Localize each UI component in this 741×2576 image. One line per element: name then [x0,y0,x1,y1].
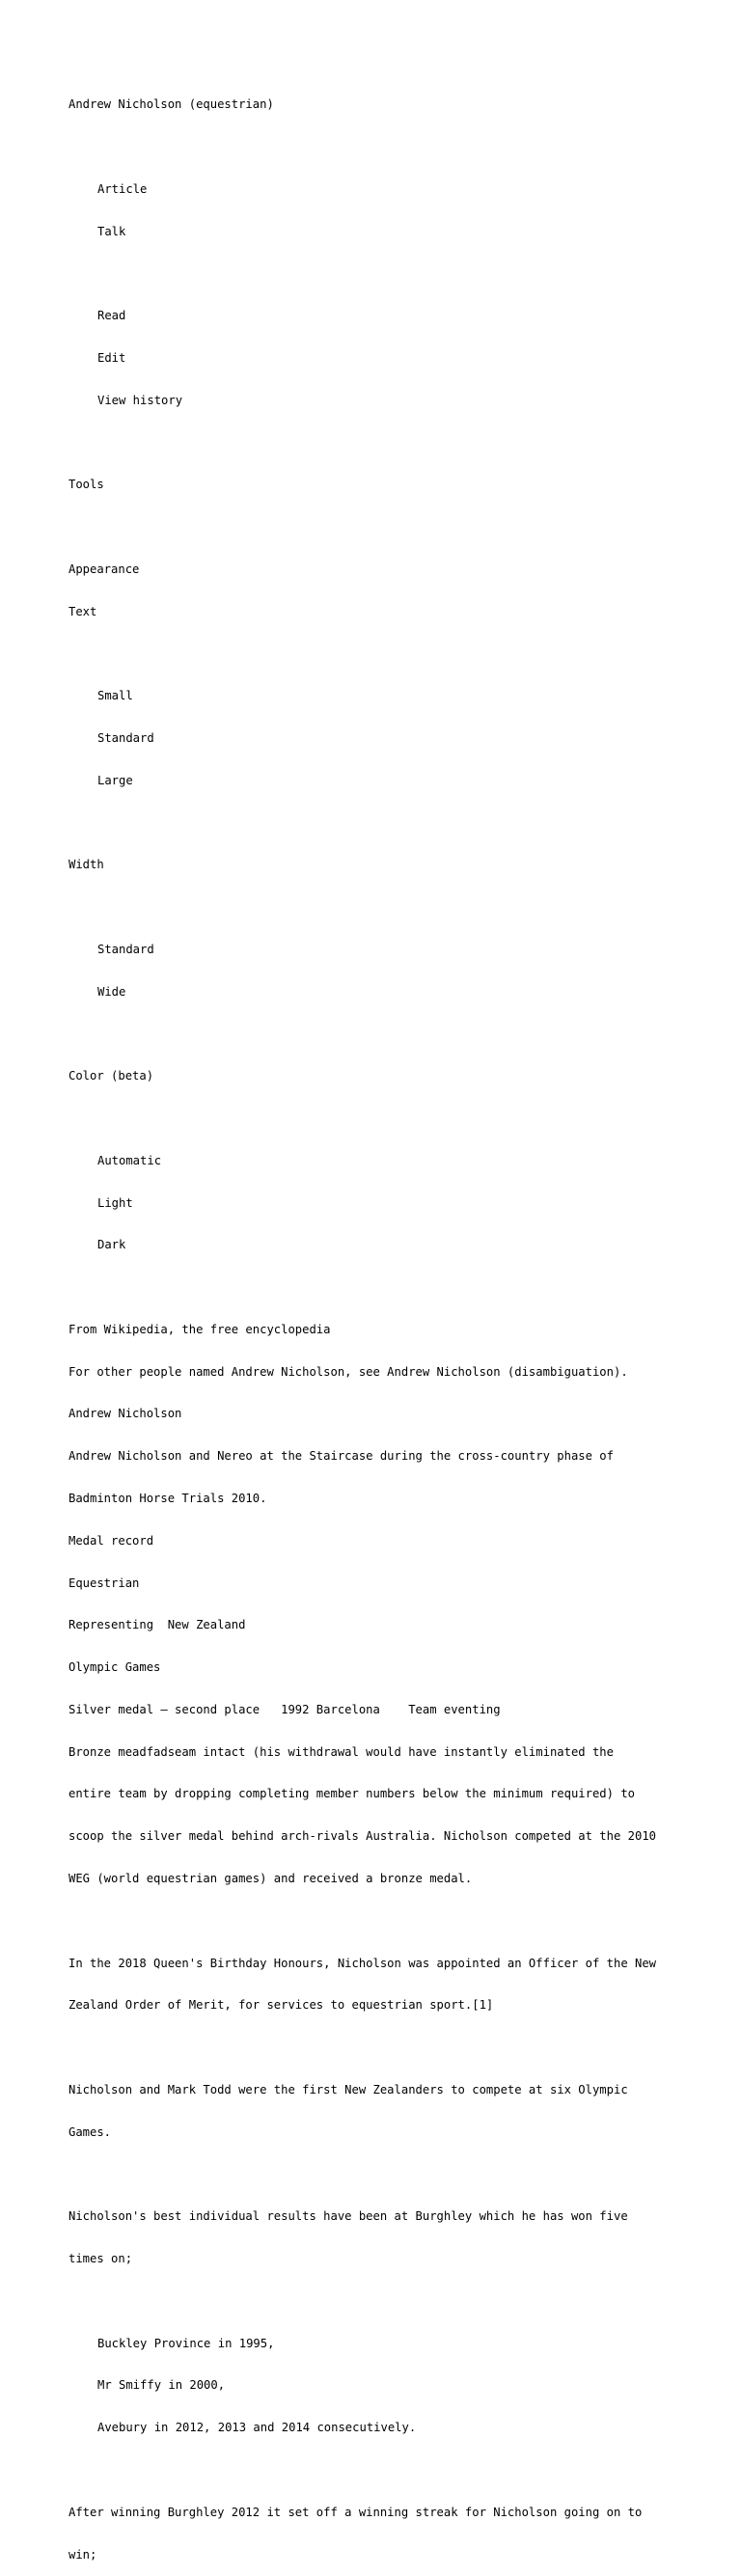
infobox-caption: Andrew Nicholson and Nereo at the Staircase during the cross-country phase of [69,1449,614,1464]
paragraph-text: Zealand Order of Merit, for services to equestrian sport.[1] [69,1998,494,2013]
paragraph-text: entire team by dropping completing member numbers below the minimum required) to [69,1787,635,1801]
tab-read[interactable]: Read [97,309,126,323]
color-label: Color (beta) [69,1069,154,1083]
text-size-label: Text [69,604,97,618]
color-automatic[interactable]: Automatic [97,1153,162,1167]
tab-edit[interactable]: Edit [97,350,126,365]
sport-label: Equestrian [69,1576,140,1590]
representing-label: Representing New Zealand [69,1618,246,1632]
tools-menu[interactable]: Tools [69,478,104,492]
paragraph-text: After winning Burghley 2012 it set off a winning streak for Nicholson going on to [69,2505,643,2519]
infobox-caption-cont: Badminton Horse Trials 2010. [69,1491,267,1505]
hatnote[interactable]: For other people named Andrew Nicholson, see Andrew Nicholson (disambiguation). [69,1364,628,1379]
competition-label: Olympic Games [69,1660,161,1675]
page-title: Andrew Nicholson (equestrian) [69,97,274,112]
paragraph-text: Bronze meadfadseam intact (his withdrawal would have instantly eliminated the [69,1744,614,1759]
text-size-small[interactable]: Small [97,689,133,703]
list-item: Buckley Province in 1995, [97,2336,275,2350]
infobox-name: Andrew Nicholson [69,1407,182,1421]
paragraph-text: WEG (world equestrian games) and received a bronze medal. [69,1872,473,1885]
width-label: Width [69,858,104,872]
list-item: Mr Smiffy in 2000, [97,2378,226,2393]
tab-talk[interactable]: Talk [97,224,126,238]
text-size-large[interactable]: Large [97,773,133,787]
list-item: Avebury in 2012, 2013 and 2014 consecutively. [97,2421,417,2435]
article-document [69,69,734,2576]
color-light[interactable]: Light [97,1195,133,1210]
paragraph-text: Nicholson's best individual results have been at Burghley which he has won five [69,2209,628,2224]
paragraph-text: Games. [69,2124,112,2139]
paragraph-text: Nicholson and Mark Todd were the first New Zealanders to compete at six Olympic [69,2082,628,2096]
paragraph-text: times on; [69,2252,133,2266]
width-wide[interactable]: Wide [97,984,126,999]
paragraph-text: In the 2018 Queen's Birthday Honours, Nicholson was appointed an Officer of the New [69,1956,657,1970]
paragraph-text: win; [69,2547,97,2562]
paragraph-text: scoop the silver medal behind arch-rivals Australia. Nicholson competed at the 2010 [69,1829,657,1844]
text-size-standard[interactable]: Standard [97,730,154,745]
color-dark[interactable]: Dark [97,1238,126,1252]
tagline: From Wikipedia, the free encyclopedia [69,1322,331,1336]
medal-row: Silver medal – second place 1992 Barcelona Team eventing [69,1702,501,1716]
appearance-heading: Appearance [69,562,140,576]
tab-article[interactable]: Article [97,181,148,196]
tab-view-history[interactable]: View history [97,393,183,407]
medal-record-label: Medal record [69,1533,154,1548]
width-standard[interactable]: Standard [97,942,154,956]
